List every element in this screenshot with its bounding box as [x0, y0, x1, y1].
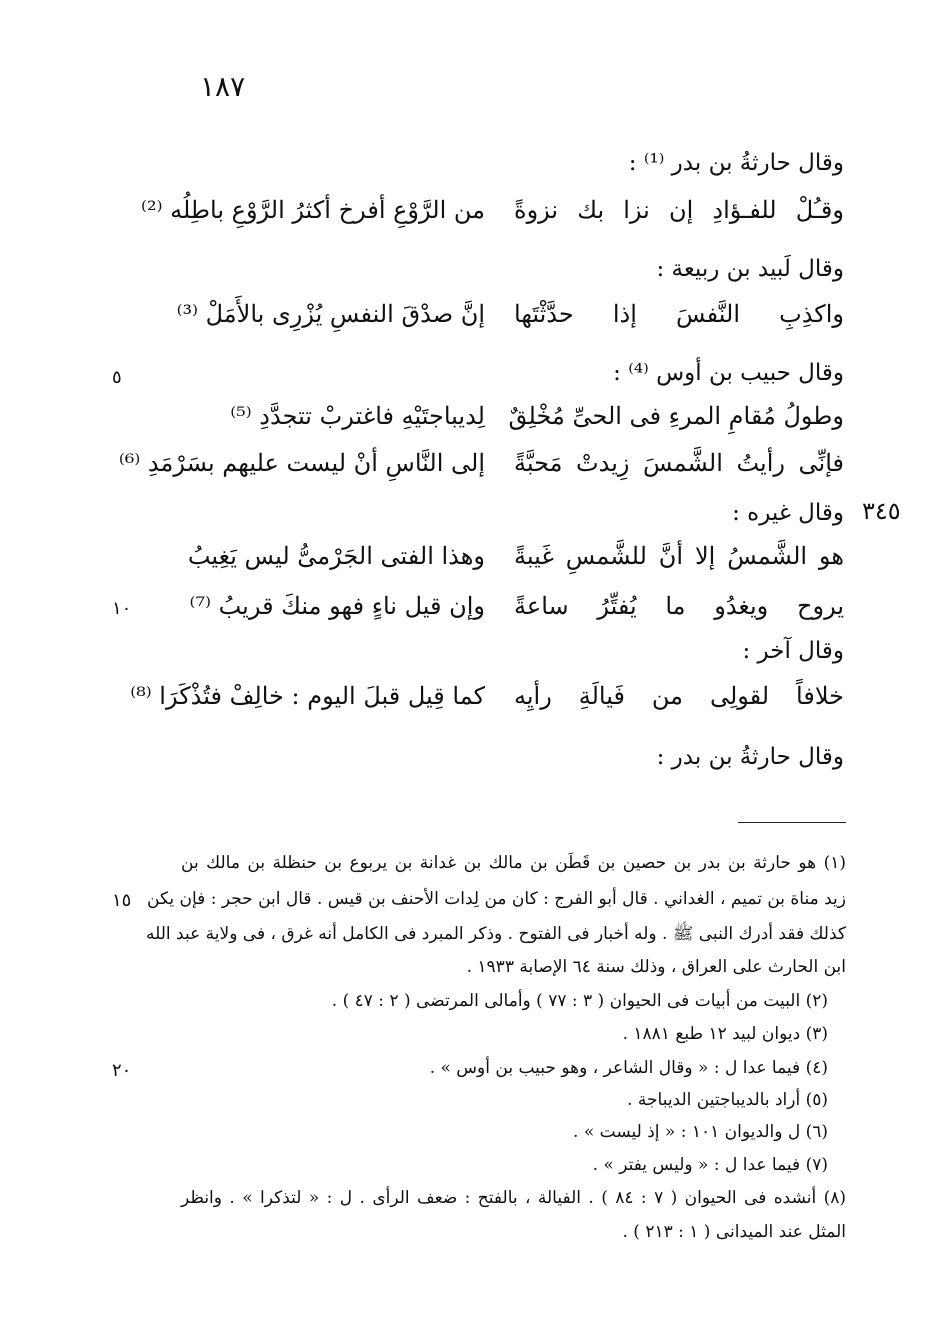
entry-intro: وقال آخر : — [742, 638, 844, 664]
verse-second-hemistich: من الرَّوْعِ أفرخ أكثرُ الرَّوْعِ باطِلُه ⁽²⁾ — [141, 196, 485, 224]
footnote-line: (٦) ل والديوان ١٠١ : « إذ ليست » . — [573, 1122, 828, 1142]
verse-second-hemistich: إلى النَّاسِ أنْ ليست عليهم بسَرْمَدِ ⁽⁶⁾ — [118, 449, 485, 477]
verse-first-hemistich: خلافاً لقولِى من فَيالَةِ رأيِه — [514, 682, 844, 710]
verse-first-hemistich: يروح ويغدُو ما يُفتِّرُ ساعةً — [514, 592, 844, 620]
footnote-line: المثل عند الميدانى ( ١ : ٢١٣ ) . — [622, 1222, 846, 1242]
footnote-line: (٨) أنشده فى الحيوان ( ٧ : ٨٤ ) . الفيالة ، بالفتح : ضعف الرأى . ل : « لتذكرا » . وانظر — [181, 1188, 847, 1208]
margin-line-number: ٢٠ — [112, 1060, 132, 1081]
margin-item-number: ٣٤٥ — [862, 497, 901, 525]
footnote-line: (٣) ديوان لبيد ١٢ طبع ١٨٨١ . — [622, 1024, 828, 1044]
margin-line-number: ١٥ — [112, 890, 132, 911]
verse-first-hemistich: وطولُ مُقامِ المرءِ فى الحىِّ مُخْلِقٌ — [508, 402, 844, 430]
footnote-line: (٧) فيما عدا ل : « وليس يفتر » . — [592, 1155, 828, 1175]
verse-second-hemistich: كما قِيل قبلَ اليوم : خالِفْ فتُذْكَرَا ⁽⁸⁾ — [130, 682, 485, 710]
page-number: ١٨٧ — [200, 70, 246, 103]
verse-first-hemistich: وقـُلْ للفـؤادِ إن نزا بك نزوةً — [514, 196, 844, 224]
verse-second-hemistich: وهذا الفتى الجَرْمىُّ ليس يَغِيبُ — [187, 542, 485, 570]
entry-intro: وقال غيره : — [732, 500, 844, 526]
footnote-line: ابن الحارث على العراق ، وذلك سنة ٦٤ الإصابة ١٩٣٣ . — [466, 957, 846, 977]
footnote-line: (٤) فيما عدا ل : « وقال الشاعر ، وهو حبيب بن أوس » . — [429, 1058, 828, 1078]
footnote-line: (٢) البيت من أبيات فى الحيوان ( ٣ : ٧٧ ) وأمالى المرتضى ( ٢ : ٤٧ ) . — [331, 991, 828, 1011]
entry-intro: وقال حبيب بن أوس ⁽⁴⁾ : — [613, 360, 844, 386]
footnote-line: زيد مناة بن تميم ، الغداني . قال أبو الفرج : كان من لِدات الأحنف بن قيس . قال ابن حجر : فإن يكن — [147, 889, 846, 909]
entry-intro: وقال حارثةُ بن بدر : — [656, 744, 844, 770]
verse-first-hemistich: واكذِبِ النَّفسَ إذا حدَّثْتَها — [514, 300, 844, 328]
verse-first-hemistich: فإنِّى رأيتُ الشَّمسَ زِيدتْ مَحبَّةً — [514, 449, 844, 477]
margin-line-number: ١٠ — [112, 598, 132, 619]
verse-second-hemistich: لِديباجتَيْهِ فاغتربْ تتجدَّدِ ⁽⁵⁾ — [230, 402, 485, 430]
entry-intro: وقال حارثةُ بن بدر ⁽¹⁾ : — [628, 150, 844, 176]
entry-intro: وقال لَبيد بن ربيعة : — [656, 256, 844, 282]
verse-first-hemistich: هو الشَّمسُ إلا أنَّ للشَّمسِ غَيبةً — [514, 542, 844, 570]
footnote-separator — [738, 822, 846, 823]
footnote-line: كذلك فقد أدرك النبى ﷺ . وله أخبار فى الفتوح . وذكر المبرد فى الكامل أنه غرق ، فى ولاية عبد الله — [146, 924, 846, 944]
verse-second-hemistich: وإن قيل ناءٍ فهو منكَ قريبُ ⁽⁷⁾ — [189, 592, 485, 620]
footnote-line: (١) هو حارثة بن بدر بن حصين بن قَطَن بن مالك بن غدانة بن يربوع بن حنظلة بن مالك بن — [181, 853, 846, 873]
margin-line-number: ٥ — [112, 367, 122, 388]
verse-second-hemistich: إنَّ صدْقَ النفسِ يُزْرِى بالأَمَلْ ⁽³⁾ — [176, 300, 485, 328]
footnote-line: (٥) أراد بالديباجتين الديباجة . — [627, 1090, 828, 1110]
